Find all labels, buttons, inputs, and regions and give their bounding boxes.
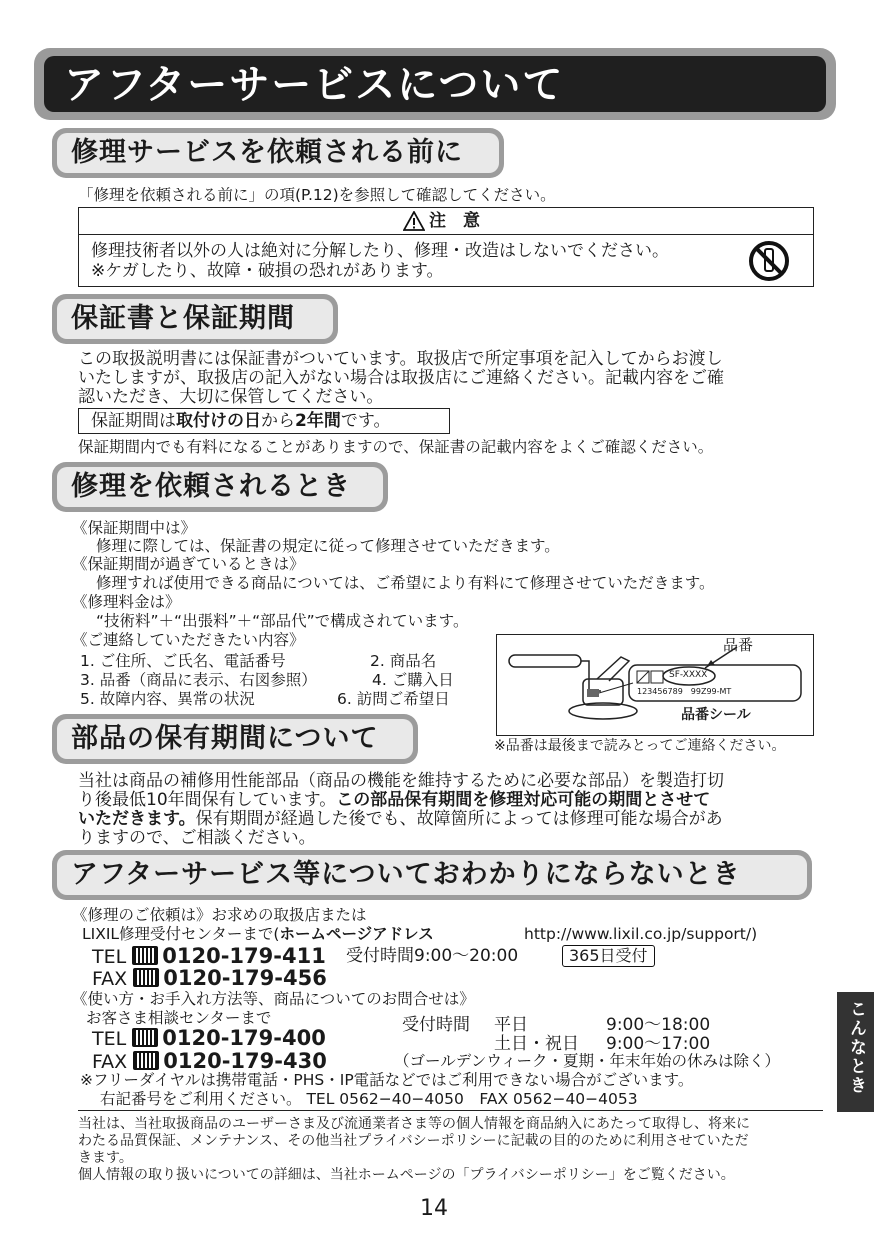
page-title-bar [34, 48, 836, 120]
before-repair-ref: 「修理を依頼される前に」の項(P.12)を参照して確認してください。 [78, 186, 556, 204]
freedial-icon [132, 946, 158, 965]
customer-fax: 0120-179-430 [163, 1049, 327, 1073]
repair-tel[interactable]: 0120-179-411 [162, 944, 326, 968]
caution-line-2: ※ケガしたり、故障・破損の恐れがあります。 [91, 261, 444, 281]
divider [78, 1110, 823, 1111]
customer-center: お客さま相談センターまで [86, 1009, 272, 1027]
freedial-note: ※フリーダイヤルは携帯電話・PHS・IP電話などではご利用できない場合がございます。 [80, 1071, 694, 1089]
request-item-4: 4. ご購入日 [372, 671, 454, 689]
warranty-note: 保証期間内でも有料になることがありますので、保証書の記載内容をよくご確認ください。 [78, 438, 714, 456]
contact-repair-label: 《修理のご依頼は》お求めの取扱店または [72, 906, 367, 924]
parts-text-3b: 保有期間が経過した後でも、故障箇所によっては修理可能な場合があ [195, 809, 723, 829]
contact-usage-label: 《使い方・お手入れ方法等、商品についてのお問合せは》 [72, 990, 475, 1008]
request-item-6: 6. 訪問ご希望日 [337, 690, 450, 708]
section-heading-parts: 部品の保有期間について [52, 714, 418, 764]
warranty-text-1: この取扱説明書には保証書がついています。取扱店で所定事項を記入してからお渡し [78, 349, 723, 369]
freedial-icon [133, 968, 159, 987]
request-label-1: 《保証期間中は》 [72, 519, 197, 537]
holiday-note: （ゴールデンウィーク・夏期・年末年始の休みは除く） [394, 1052, 780, 1070]
freedial-icon [133, 1051, 159, 1070]
warning-triangle-icon [403, 211, 425, 231]
request-text-1: 修理に際しては、保証書の規定に従って修理させていただきます。 [96, 537, 560, 555]
barcode-text: 123456789 99Z99-MT [637, 687, 732, 696]
weekend-time: 9:00～17:00 [606, 1034, 711, 1054]
parts-text-2a: り後最低10年間保有しています。 [78, 790, 337, 810]
caution-title: 注 意 [429, 211, 480, 231]
section-heading-before-repair: 修理サービスを依頼される前に [52, 128, 504, 178]
privacy-text-2: わたる品質保証、メンテナンス、その他当社プライバシーポリシーに記載の目的のために利用させていただ [78, 1133, 749, 1149]
page-title: アフターサービスについて [64, 62, 565, 108]
request-text-2: 修理すれば使用できる商品については、ご希望により有料にて修理させていただきます。 [96, 574, 715, 592]
request-text-3: “技術料”＋“出張料”＋“部品代”で構成されています。 [96, 612, 469, 630]
parts-text-3a: いただきます。 [78, 809, 196, 829]
page-number: 14 [420, 1196, 448, 1221]
section-heading-contact: アフターサービス等についておわかりにならないとき [52, 850, 812, 900]
faucet-illustration [497, 635, 813, 735]
parts-text-4: りますので、ご相談ください。 [78, 828, 316, 848]
part-number-note: ※品番は最後まで読みとってご連絡ください。 [494, 738, 786, 754]
request-label-3: 《修理料金は》 [72, 593, 181, 611]
support-url[interactable]: http://www.lixil.co.jp/support/) [524, 925, 758, 943]
request-item-2: 2. 商品名 [370, 652, 437, 670]
caution-line-1: 修理技術者以外の人は絶対に分解したり、修理・改造はしないでください。 [91, 241, 669, 261]
weekday-label: 平日 [494, 1015, 528, 1035]
privacy-text-4: 個人情報の取り扱いについての詳細は、当社ホームページの「プライバシーポリシー」をご覧ください。 [78, 1167, 735, 1183]
alt-numbers: TEL 0562−40−4050 FAX 0562−40−4053 [306, 1090, 638, 1108]
hours-label: 受付時間 [402, 1015, 470, 1035]
parts-text-2b: この部品保有期間を修理対応可能の期間とさせて [336, 790, 711, 810]
privacy-text-3: きます。 [78, 1150, 133, 1166]
part-code: SF-XXXX [669, 670, 708, 680]
repair-fax: 0120-179-456 [163, 966, 327, 990]
request-label-2: 《保証期間が過ぎているときは》 [72, 555, 305, 573]
customer-tel[interactable]: 0120-179-400 [162, 1026, 326, 1050]
side-tab[interactable] [809, 992, 874, 1112]
repair-hours: 受付時間9:00～20:00 [346, 946, 519, 966]
section-heading-request: 修理を依頼されるとき [52, 462, 388, 512]
warranty-text-3: 認いただき、大切に保管してください。 [78, 387, 384, 407]
weekend-label: 土日・祝日 [494, 1034, 579, 1054]
side-tab-label: こんなときは [809, 1000, 866, 1095]
warranty-text-2: いたしますが、取扱店の記入がない場合は取扱店にご連絡ください。記載内容をご確 [78, 368, 724, 388]
parts-text-1: 当社は商品の補修用性能部品（商品の機能を維持するために必要な部品）を製造打切 [78, 771, 724, 791]
weekday-time: 9:00～18:00 [606, 1015, 711, 1035]
365-badge: 365日受付 [562, 945, 655, 967]
caution-box [78, 207, 814, 287]
warranty-period-box: 保証期間は取付けの日から2年間です。 [78, 408, 450, 434]
no-disassembly-icon [747, 239, 791, 283]
section-heading-warranty: 保証書と保証期間 [52, 294, 338, 344]
part-number-seal-label: 品番シール [681, 707, 751, 723]
request-item-5: 5. 故障内容、異常の状況 [80, 690, 255, 708]
request-item-1: 1. ご住所、ご氏名、電話番号 [80, 652, 286, 670]
request-label-4: 《ご連絡していただきたい内容》 [72, 631, 305, 649]
freedial-icon [132, 1028, 158, 1047]
part-number-figure [496, 634, 814, 736]
part-number-label: 品番 [723, 636, 754, 654]
request-item-3: 3. 品番（商品に表示、右図参照） [80, 671, 317, 689]
privacy-text-1: 当社は、当社取扱商品のユーザーさま及び流通業者さま等の個人情報を商品納入にあたって取得し、将来に [78, 1116, 750, 1132]
